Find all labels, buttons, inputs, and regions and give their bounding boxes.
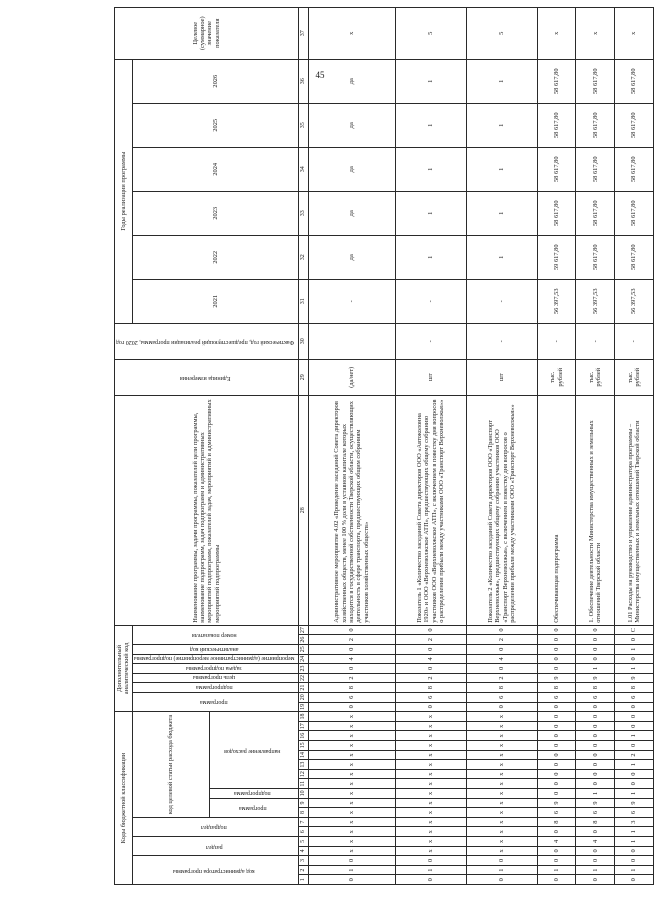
row-unit: тыс. рублей (615, 359, 654, 395)
code-digit: 6 (395, 692, 466, 702)
code-digit: x (308, 846, 395, 856)
code-digit: x (466, 731, 537, 741)
column-number: 29 (298, 359, 308, 395)
column-number: 11 (298, 779, 308, 789)
code-digit: x (308, 798, 395, 808)
code-digit: 8 (466, 683, 537, 693)
code-digit: x (395, 789, 466, 799)
code-digit: 1 (615, 837, 654, 847)
code-digit: x (466, 789, 537, 799)
code-digit: 0 (576, 769, 615, 779)
subprogram-header: подпрограмма (209, 789, 298, 799)
row-year-value: 58 617,80 (576, 103, 615, 147)
table-row (395, 7, 466, 884)
unit-header: Единица измерения (115, 359, 299, 395)
code-digit: x (308, 827, 395, 837)
row-unit: тыс. рублей (537, 359, 576, 395)
years-header: Годы реализации программы (115, 59, 133, 323)
row-year-value: 58 617,80 (615, 191, 654, 235)
column-number: 19 (298, 702, 308, 712)
code-digit: 6 (576, 692, 615, 702)
code-digit: x (308, 712, 395, 722)
code-digit: 0 (537, 789, 576, 799)
column-number: 15 (298, 741, 308, 751)
code-digit: x (466, 760, 537, 770)
code-digit: 0 (466, 664, 537, 674)
row-name: Административное мероприятие 4.02 «Проведение заседаний Совета директоров хозяйственных обществ, менее 100 % доли в уставном капитале которых находится в государственной собственности Тверской области, осуществляющих деятельность в сфере транспорта, предшествующих общим собраниям участников хозяйственных обществ» (308, 395, 395, 625)
row-year-value: 56 397,53 (615, 279, 654, 323)
column-number: 10 (298, 789, 308, 799)
column-number: 16 (298, 731, 308, 741)
row-target: х (576, 7, 615, 59)
code-digit: x (395, 846, 466, 856)
code-digit: x (308, 760, 395, 770)
code-digit: x (395, 750, 466, 760)
column-number: 17 (298, 721, 308, 731)
code-digit: x (308, 721, 395, 731)
code-digit: x (308, 837, 395, 847)
column-number: 3 (298, 856, 308, 866)
column-number: 33 (298, 191, 308, 235)
code-digit: 8 (537, 817, 576, 827)
row-year-value: 1 (395, 103, 466, 147)
code-digit: 8 (576, 817, 615, 827)
code-digit: 9 (615, 673, 654, 683)
row-target: х (308, 7, 395, 59)
column-number: 35 (298, 103, 308, 147)
code-digit: 0 (576, 856, 615, 866)
code-digit: 0 (576, 644, 615, 654)
code-digit: x (395, 712, 466, 722)
code-digit: 0 (615, 875, 654, 885)
an-subprogram-header: подпрограмма (132, 683, 298, 693)
code-digit: x (395, 808, 466, 818)
table-row (466, 7, 537, 884)
code-digit: 0 (537, 760, 576, 770)
an-task-header: задача подпрограммы (132, 664, 298, 674)
column-number: 34 (298, 147, 308, 191)
code-digit: 8 (395, 683, 466, 693)
name-header: Наименование программы, задачи программы, показателей цели программы, наименование подпрограмм, задач подпрограмм и административных мероприятий подпрограмм, показателей задач, мероприятий и административных мероприятий подпрограммы (115, 395, 299, 625)
row-year-value: 58 617,80 (576, 235, 615, 279)
code-digit: 0 (537, 635, 576, 645)
row-base-value: - (537, 323, 576, 359)
code-digit: 0 (537, 750, 576, 760)
row-year-value: 58 617,80 (615, 147, 654, 191)
code-digit: 0 (537, 731, 576, 741)
code-digit: 0 (576, 875, 615, 885)
code-digit: 0 (576, 702, 615, 712)
column-number: 23 (298, 664, 308, 674)
code-digit: 1 (615, 760, 654, 770)
code-digit: 0 (308, 625, 395, 635)
page-number: 45 (315, 70, 325, 80)
code-digit: 9 (576, 673, 615, 683)
row-year-value: 58 617,80 (576, 147, 615, 191)
code-digit: 0 (537, 827, 576, 837)
code-digit: x (466, 779, 537, 789)
row-unit: (да/нет) (308, 359, 395, 395)
code-digit: 0 (537, 846, 576, 856)
code-digit: 0 (395, 644, 466, 654)
code-digit: 0 (537, 625, 576, 635)
code-digit: 2 (466, 673, 537, 683)
year-2025-header: 2025 (132, 103, 298, 147)
an-goal-header: цель программы (132, 673, 298, 683)
code-digit: 1 (576, 865, 615, 875)
code-digit: 6 (308, 692, 395, 702)
expense-code-header: код целевой статьи расхода бюджета (132, 712, 209, 818)
code-digit: 0 (395, 702, 466, 712)
row-year-value: да (308, 191, 395, 235)
code-digit: 8 (308, 683, 395, 693)
code-digit: 0 (466, 644, 537, 654)
code-digit: 0 (576, 846, 615, 856)
code-digit: x (466, 837, 537, 847)
an-code-header: аналитический код (132, 644, 298, 654)
column-number: 4 (298, 846, 308, 856)
row-base-value: - (576, 323, 615, 359)
column-number: 9 (298, 798, 308, 808)
code-digit: 0 (466, 856, 537, 866)
code-digit: 0 (537, 721, 576, 731)
code-digit: 1 (466, 865, 537, 875)
code-digit: x (395, 760, 466, 770)
program-header: программа (209, 798, 298, 817)
code-digit: x (308, 741, 395, 751)
an-event-header: мероприятие (административное мероприятие) подпрограммы (132, 654, 298, 664)
column-number: 36 (298, 59, 308, 103)
code-digit: 1 (576, 789, 615, 799)
code-digit: x (308, 731, 395, 741)
code-digit: 0 (576, 750, 615, 760)
an-program-header: программа (132, 692, 298, 711)
column-number: 22 (298, 673, 308, 683)
code-digit: 8 (576, 683, 615, 693)
code-digit: 0 (537, 856, 576, 866)
row-year-value: 58 617,80 (615, 103, 654, 147)
row-target: 5 (395, 7, 466, 59)
row-base-value: - (395, 323, 466, 359)
column-number: 1 (298, 875, 308, 885)
code-digit: x (395, 721, 466, 731)
code-digit: 6 (537, 808, 576, 818)
column-number: 5 (298, 837, 308, 847)
column-number: 30 (298, 323, 308, 359)
code-digit: x (308, 779, 395, 789)
code-digit: 0 (615, 856, 654, 866)
column-number: 25 (298, 644, 308, 654)
code-digit: 0 (576, 760, 615, 770)
code-digit: 1 (395, 865, 466, 875)
code-digit: 0 (615, 846, 654, 856)
code-digit: x (308, 769, 395, 779)
code-digit: 1 (615, 664, 654, 674)
row-year-value: 58 617,80 (537, 103, 576, 147)
code-digit: x (466, 769, 537, 779)
code-digit: 0 (308, 875, 395, 885)
code-digit: 6 (615, 692, 654, 702)
code-digit: 2 (395, 673, 466, 683)
row-year-value: 1 (395, 191, 466, 235)
code-digit: 0 (466, 702, 537, 712)
code-digit: 0 (615, 721, 654, 731)
budget-codes-header: Коды бюджетной классификации (115, 712, 133, 885)
admin-code-header: код администратора программы (132, 856, 298, 885)
code-digit: 0 (576, 741, 615, 751)
row-year-value: 1 (395, 147, 466, 191)
code-digit: 0 (537, 741, 576, 751)
code-digit: x (466, 817, 537, 827)
code-digit: x (395, 731, 466, 741)
column-number: 14 (298, 750, 308, 760)
code-digit: 8 (615, 683, 654, 693)
row-year-value: 56 397,53 (576, 279, 615, 323)
column-number: 21 (298, 683, 308, 693)
section-header: раздел (132, 837, 298, 856)
code-digit: x (466, 798, 537, 808)
rotated-table-wrapper (114, 16, 642, 885)
year-2022-header: 2022 (132, 235, 298, 279)
year-2024-header: 2024 (132, 147, 298, 191)
code-digit: 4 (308, 654, 395, 664)
row-year-value: да (308, 59, 395, 103)
code-digit: 2 (308, 673, 395, 683)
row-year-value: 1 (466, 103, 537, 147)
code-digit: 9 (537, 673, 576, 683)
code-digit: 4 (395, 654, 466, 664)
row-target: 5 (466, 7, 537, 59)
column-number-row (298, 7, 308, 884)
code-digit: x (466, 741, 537, 751)
analytical-code-header: Дополнительный аналитический код (115, 625, 133, 711)
code-digit: 0 (395, 875, 466, 885)
code-digit: x (466, 827, 537, 837)
code-digit: 6 (537, 692, 576, 702)
code-digit: 2 (308, 635, 395, 645)
column-number: 2 (298, 865, 308, 875)
code-digit: 4 (576, 837, 615, 847)
code-digit: 0 (395, 664, 466, 674)
code-digit: 9 (537, 798, 576, 808)
code-digit: x (466, 808, 537, 818)
code-digit: x (395, 827, 466, 837)
code-digit: x (395, 769, 466, 779)
row-year-value: - (308, 279, 395, 323)
code-digit: 0 (466, 625, 537, 635)
code-digit: 0 (537, 644, 576, 654)
code-digit: 9 (615, 798, 654, 808)
code-digit: x (308, 750, 395, 760)
row-year-value: 1 (466, 59, 537, 103)
column-number: 12 (298, 769, 308, 779)
code-digit: 1 (615, 644, 654, 654)
code-digit: 2 (395, 635, 466, 645)
row-year-value: да (308, 235, 395, 279)
row-unit: тыс. рублей (576, 359, 615, 395)
year-2023-header: 2023 (132, 191, 298, 235)
row-name: 1.01 Расходы на руководство и управление администратора программы – Министерства имущественных и земельных отношений Тверской области (615, 395, 654, 625)
row-year-value: 59 617,80 (537, 235, 576, 279)
column-number: 27 (298, 625, 308, 635)
column-number: 13 (298, 760, 308, 770)
code-digit: 0 (395, 856, 466, 866)
row-target: х (537, 7, 576, 59)
code-digit: x (395, 798, 466, 808)
code-digit: 2 (615, 750, 654, 760)
column-number: 37 (298, 7, 308, 59)
code-digit: x (395, 837, 466, 847)
code-digit: 0 (308, 856, 395, 866)
code-digit: 0 (466, 875, 537, 885)
code-digit: 0 (576, 654, 615, 664)
code-digit: 3 (615, 817, 654, 827)
code-digit: 1 (615, 731, 654, 741)
code-digit: 0 (615, 779, 654, 789)
column-number: 8 (298, 808, 308, 818)
column-number: 7 (298, 817, 308, 827)
year-2021-header: 2021 (132, 279, 298, 323)
column-number: 32 (298, 235, 308, 279)
row-year-value: 1 (395, 235, 466, 279)
subsection-header: подраздел (132, 817, 298, 836)
row-year-value: 58 617,80 (537, 147, 576, 191)
row-year-value: да (308, 147, 395, 191)
code-digit: 4 (466, 654, 537, 664)
column-number: 26 (298, 635, 308, 645)
code-digit: x (395, 817, 466, 827)
code-digit: 6 (466, 692, 537, 702)
code-digit: 0 (537, 779, 576, 789)
code-digit: C (615, 625, 654, 635)
row-base-value (308, 323, 395, 359)
code-digit: 0 (615, 741, 654, 751)
code-digit: 0 (395, 625, 466, 635)
row-year-value: - (466, 279, 537, 323)
column-number: 24 (298, 654, 308, 664)
code-digit: 0 (615, 635, 654, 645)
row-year-value: 58 617,80 (537, 59, 576, 103)
code-digit: 6 (576, 808, 615, 818)
year-2026-header: 2026 (132, 59, 298, 103)
code-digit: x (308, 808, 395, 818)
table-row (615, 7, 654, 884)
code-digit: 0 (576, 721, 615, 731)
row-year-value: - (395, 279, 466, 323)
code-digit: 2 (466, 635, 537, 645)
code-digit: 0 (308, 644, 395, 654)
code-digit: 0 (576, 635, 615, 645)
code-digit: x (308, 817, 395, 827)
code-digit: 1 (308, 865, 395, 875)
code-digit: 0 (615, 769, 654, 779)
code-digit: x (395, 741, 466, 751)
code-digit: 0 (537, 664, 576, 674)
row-name: Показатель 1 «Количество заседаний Совета директоров ООО «Автоколонна 1920» и ООО «Верхневолжское АТП», предшествующих общему собранию участников ООО «Верхневолжское АТП», с включением в повестку дня вопросов о распределении прибыли между участниками ООО «Транспорт Верхневолжья»» (395, 395, 466, 625)
program-table (114, 7, 654, 885)
code-digit: 9 (576, 798, 615, 808)
code-digit: 0 (615, 712, 654, 722)
row-name: 1. Обеспечение деятельности Министерства имущественных и земельных отношений Тверской области (576, 395, 615, 625)
code-digit: 1 (615, 789, 654, 799)
row-year-value: 1 (466, 191, 537, 235)
target-header: Целевое (суммарное) значение показателя (115, 7, 299, 59)
code-digit: 0 (308, 702, 395, 712)
row-year-value: 1 (466, 147, 537, 191)
code-digit: 6 (615, 808, 654, 818)
code-digit: 0 (537, 702, 576, 712)
code-digit: x (466, 750, 537, 760)
row-name: Обеспечивающая подпрограмма (537, 395, 576, 625)
row-year-value: 58 617,80 (537, 191, 576, 235)
row-base-value: - (615, 323, 654, 359)
code-digit: 0 (537, 769, 576, 779)
base-year-header: Фактический год, предшествующий реализации программы, 2020 год (115, 323, 299, 359)
row-year-value: 58 617,80 (576, 59, 615, 103)
direction-header: направление расходов (209, 712, 298, 789)
code-digit: x (466, 721, 537, 731)
column-number: 6 (298, 827, 308, 837)
row-base-value: - (466, 323, 537, 359)
code-digit: x (308, 789, 395, 799)
code-digit: 0 (576, 779, 615, 789)
row-year-value: 58 617,80 (615, 235, 654, 279)
code-digit: 4 (537, 837, 576, 847)
code-digit: x (395, 779, 466, 789)
code-digit: 0 (537, 654, 576, 664)
column-number: 18 (298, 712, 308, 722)
table-row (308, 7, 395, 884)
code-digit: 0 (576, 712, 615, 722)
row-target: х (615, 7, 654, 59)
code-digit: x (466, 846, 537, 856)
row-year-value: 56 397,53 (537, 279, 576, 323)
code-digit: 8 (537, 683, 576, 693)
code-digit: x (466, 712, 537, 722)
row-unit: шт (395, 359, 466, 395)
row-name: Показатель 2 «Количество заседаний Совета директоров ООО «Транспорт Верхневолжья», предшествующих общему собранию участников ООО «Транспорт Верхневолжья», с включением в повестку дня вопросов о распределении прибыли между участниками ООО «Транспорт Верхневолжья»» (466, 395, 537, 625)
table-row (537, 7, 576, 884)
code-digit: 1 (615, 827, 654, 837)
column-number: 20 (298, 692, 308, 702)
code-digit: 0 (615, 702, 654, 712)
an-indicator-header: номер показателя (132, 625, 298, 644)
code-digit: 0 (576, 827, 615, 837)
table-row (576, 7, 615, 884)
code-digit: 1 (576, 664, 615, 674)
code-digit: 0 (576, 731, 615, 741)
row-year-value: 1 (466, 235, 537, 279)
row-year-value: 58 617,80 (615, 59, 654, 103)
code-digit: 0 (308, 664, 395, 674)
code-digit: 0 (615, 654, 654, 664)
code-digit: 0 (576, 625, 615, 635)
row-year-value: да (308, 103, 395, 147)
row-unit: шт (466, 359, 537, 395)
row-year-value: 58 617,80 (576, 191, 615, 235)
code-digit: 1 (537, 865, 576, 875)
column-number: 28 (298, 395, 308, 625)
code-digit: 1 (615, 865, 654, 875)
code-digit: 0 (537, 712, 576, 722)
code-digit: 0 (537, 875, 576, 885)
row-year-value: 1 (395, 59, 466, 103)
column-number: 31 (298, 279, 308, 323)
